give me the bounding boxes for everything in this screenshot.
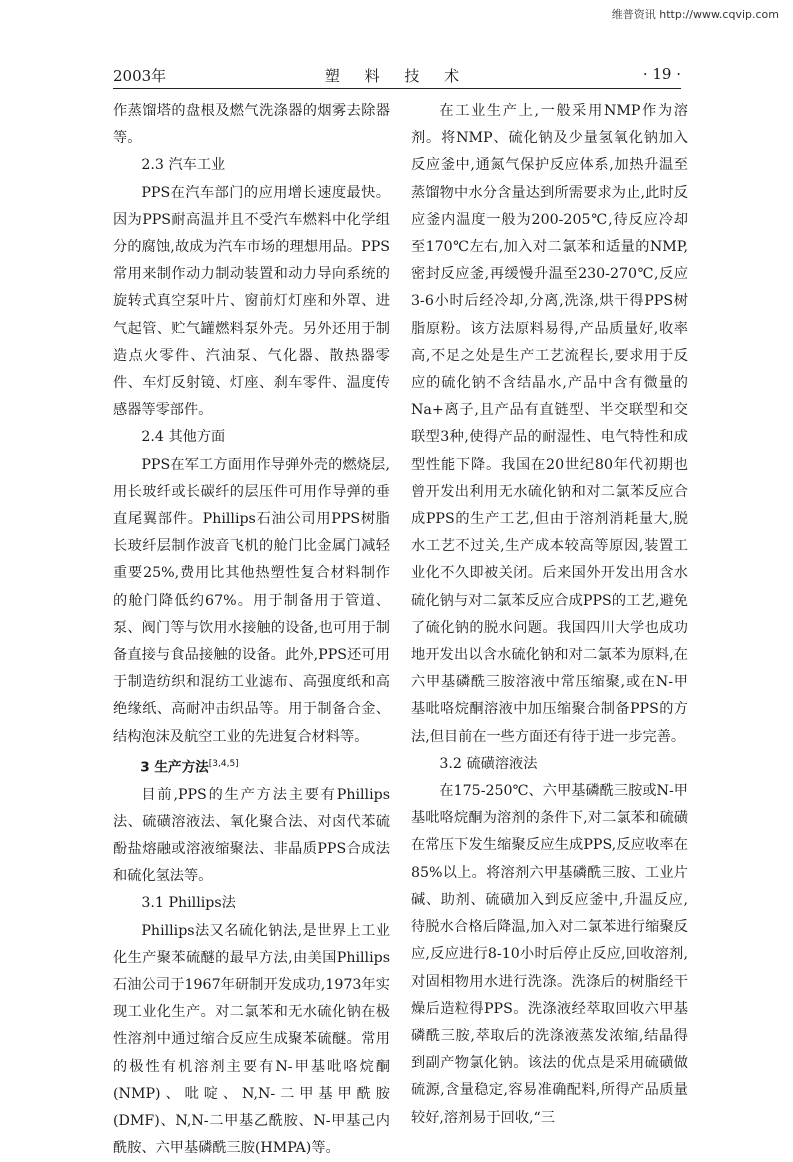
section-heading-2-3: 2.3 汽车工业 <box>141 157 226 174</box>
paragraph: 在工业生产上,一般采用NMP作为溶剂。将NMP、硫化钠及少量氢氧化钠加入反应釜中,通氮气保护反应体系,加热升温至蒸馏物中水分含量达到所需要求为止,此时反应釜内温度一般为200-205℃,待反应冷却至170℃左右,加入对二氯苯和适量的NMP,密封反应釜,再缓慢升温至230-270℃,反应3-6小时后经冷却,分离,洗涤,烘干得PPS树脂原粉。该方法原料易得,产品质量好,收率高,不足之处是生产工艺流程长,要求用于反应的硫化钠不含结晶水,产品中含有微量的Na+离子,且产品有直链型、半交联型和交联型3种,使得产品的耐湿性、电气特性和成型性能下降。我国在20世纪80年代初期也曾开发出利用无水硫化钠和对二氯苯反应合成PPS的生产工艺,但由于溶剂消耗量大,脱水工艺不过关,生产成本较高等原因,装置工业化不久即被关闭。后来国外开发出用含水硫化钠与对二氯苯反应合成PPS的工艺,避免了硫化钠的脱水问题。我国四川大学也成功地开发出以含水硫化钠和对二氯苯为原料,在六甲基磷酰三胺溶液中常压缩聚,或在N-甲基吡咯烷酮溶液中加压缩聚合制备PPS的方法,但目前在一些方面还有待于进一步完善。 <box>411 103 688 745</box>
paragraph: 目前,PPS的生产方法主要有Phillips法、硫磺溶液法、氧化聚合法、对卤代苯硫酚盐熔融或溶液缩聚法、非晶质PPS合成法和硫化氢法等。 <box>113 786 390 885</box>
paragraph: Phillips法又名硫化钠法,是世界上工业化生产聚苯硫醚的最早方法,由美国Phillips石油公司于1967年研制开发成功,1973年实现工业化生产。对二氯苯和无水硫化钠在极性溶剂中通过缩合反应生成聚苯硫醚。常用的极性有机溶剂主要有N-甲基吡咯烷酮(NMP)、吡啶、N,N-二甲基甲酰胺(DMF)、N,N-二甲基乙酰胺、N-甲基己内酰胺、六甲基磷酰三胺(HMPA)等。 <box>113 922 390 1157</box>
citation-ref: [3,4,5] <box>208 758 239 769</box>
header-page-number: · 19 · <box>642 65 681 83</box>
paragraph: 在175-250℃、六甲基磷酰三胺或N-甲基吡咯烷酮为溶剂的条件下,对二氯苯和硫磺在常压下发生缩聚反应生成PPS,反应收率在85%以上。将溶剂六甲基磷酰三胺、工业片碱、助剂、硫磺加入到反应釜中,升温反应,待脱水合格后降温,加入对二氯苯进行缩聚反应,反应进行8-10小时后停止反应,回收溶剂,对固相物用水进行洗涤。洗涤后的树脂经干燥后造粒得PPS。洗涤液经萃取回收六甲基磷酰三胺,萃取后的洗涤液蒸发浓缩,结晶得到副产物氯化钠。该法的优点是采用硫磺做硫源,含量稳定,容易准确配料,所得产品质量较好,溶剂易于回收,“三 <box>411 783 688 1126</box>
section-heading-3-1: 3.1 Phillips法 <box>141 895 236 912</box>
section-heading-3-text: 3 生产方法 <box>140 759 209 776</box>
header-journal-title: 塑 料 技 术 <box>324 67 470 85</box>
section-heading-3-2: 3.2 硫磺溶液法 <box>439 755 538 772</box>
right-column <box>411 98 688 1132</box>
header-year: 2003年 <box>113 67 167 85</box>
page-header <box>113 62 681 89</box>
section-heading-3 <box>113 751 390 782</box>
paragraph: PPS在军工方面用作导弹外壳的燃烧层,用长玻纤或长碳纤的层压件可用作导弹的垂直尾翼部件。Phillips石油公司用PPS树脂长玻纤层制作波音飞机的舱门比金属门减轻重要25%,费用比其他热塑性复合材料制作的舱门降低约67%。用于制备用于管道、泵、阀门等与饮用水接触的设备,也可用于制备直接与食品接触的设备。此外,PPS还可用于制造纺织和混纺工业滤布、高强度纸和高绝缘纸、高耐冲击织品等。用于制备合金、结构泡沫及航空工业的先进复合材料等。 <box>113 456 390 745</box>
left-column <box>113 98 390 1162</box>
section-heading-2-4: 2.4 其他方面 <box>141 429 226 446</box>
watermark-text: 维普资讯 http://www.cqvip.com <box>611 8 779 21</box>
paragraph: 作蒸馏塔的盘根及燃气洗涤器的烟雾去除器等。 <box>113 103 390 147</box>
paragraph: PPS在汽车部门的应用增长速度最快。因为PPS耐高温并且不受汽车燃料中化学组分的腐蚀,故成为汽车市场的理想用品。PPS常用来制作动力制动装置和动力导向系统的旋转式真空泵叶片、窗前灯灯座和外罩、进气起管、贮气罐燃料泵外壳。另外还用于制造点火零件、汽油泵、气化器、散热器零件、车灯反射镜、灯座、刹车零件、温度传感器等零部件。 <box>113 184 390 419</box>
